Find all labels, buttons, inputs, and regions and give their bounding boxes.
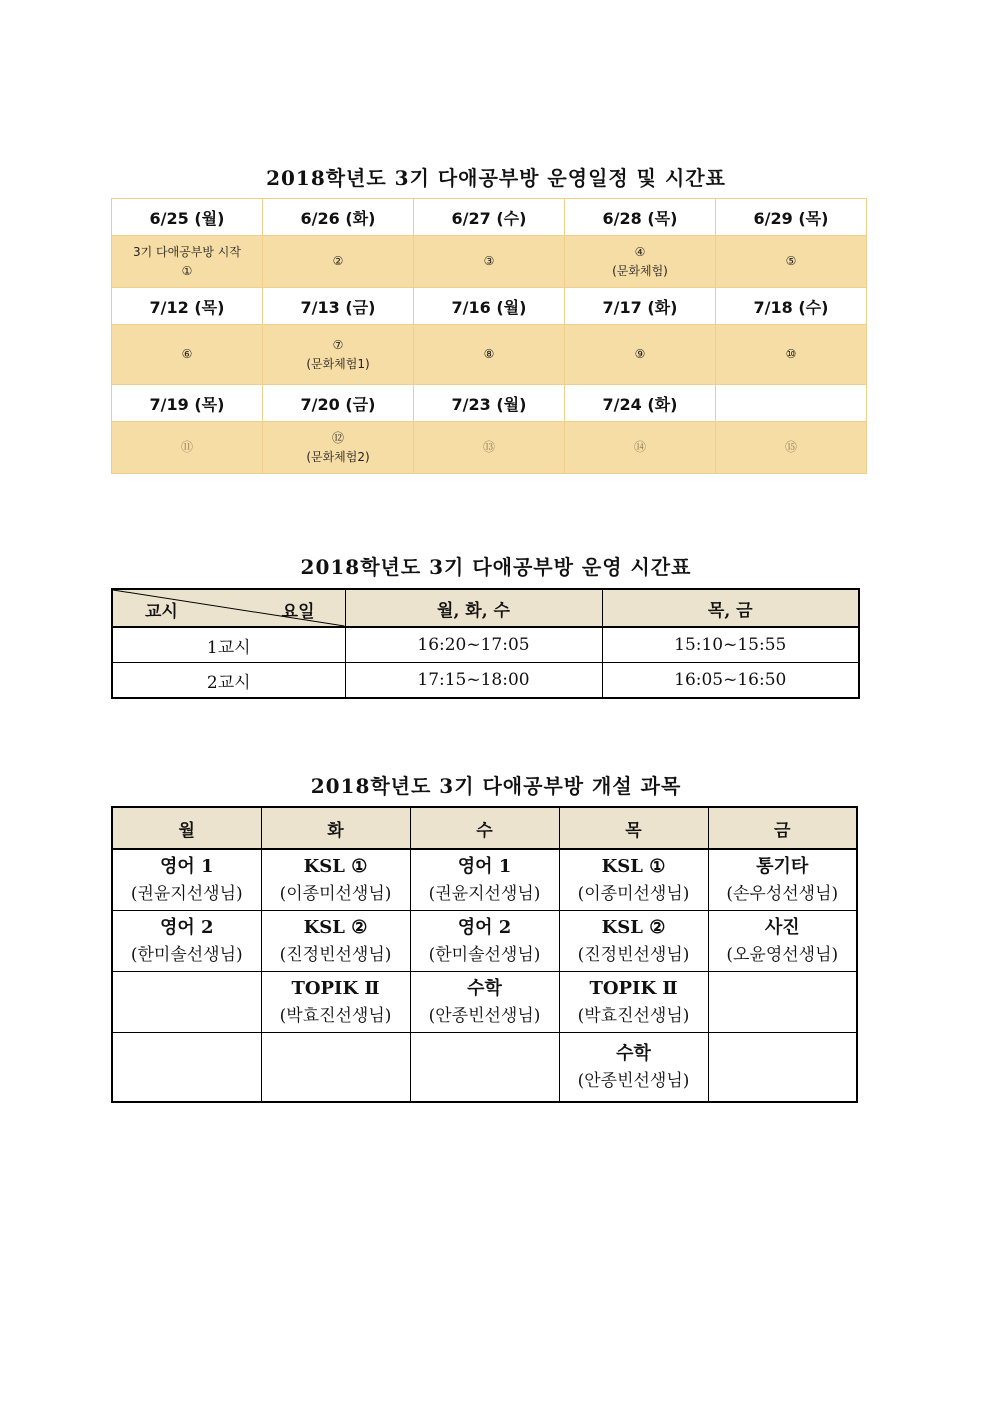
schedule-session: 3기 다애공부방 시작 ① [112,236,263,288]
schedule-date: 6/26 (화) [263,199,414,236]
schedule-date-row [112,288,867,325]
subject-cell: TOPIK Ⅱ (박효진선생님) [559,972,708,1033]
subject-cell: 영어 2 (한미솔선생님) [112,911,261,972]
subject-cell: 수학 (안종빈선생님) [559,1033,708,1103]
subject-cell: 영어 2 (한미솔선생님) [410,911,559,972]
schedule-session: ⑤ [716,236,867,288]
hours-period: 1교시 [112,627,345,663]
schedule-date: 7/18 (수) [716,288,867,325]
schedule-session: ⑧ [414,325,565,385]
hours-time: 16:20~17:05 [345,627,602,663]
subject-cell: 영어 1 (권윤지선생님) [112,849,261,911]
schedule-session: ⑮ [716,422,867,474]
day-header: 목 [559,807,708,849]
subjects-header-row [112,807,857,849]
subject-cell [410,1033,559,1103]
schedule-date [716,385,867,422]
subject-cell: TOPIK Ⅱ (박효진선생님) [261,972,410,1033]
subject-cell [261,1033,410,1103]
schedule-session: ⑥ [112,325,263,385]
subject-cell: KSL ① (이종미선생님) [261,849,410,911]
schedule-session: ③ [414,236,565,288]
schedule-session: ② [263,236,414,288]
hours-row [112,627,859,663]
subject-cell: 수학 (안종빈선생님) [410,972,559,1033]
hours-corner-period-label: 교시 [145,602,178,622]
hours-time: 16:05~16:50 [602,663,859,699]
schedule-session-row [112,422,867,474]
schedule-date: 7/12 (목) [112,288,263,325]
subjects-row [112,911,857,972]
subject-cell: KSL ② (진정빈선생님) [261,911,410,972]
day-header: 월 [112,807,261,849]
schedule-date: 7/23 (월) [414,385,565,422]
schedule-session: ⑭ [565,422,716,474]
hours-column-header: 월, 화, 수 [345,589,602,627]
schedule-date: 6/25 (월) [112,199,263,236]
schedule-session: ⑫ (문화체험2) [263,422,414,474]
subject-cell [112,972,261,1033]
subjects-table [111,806,858,1103]
schedule-date: 6/28 (목) [565,199,716,236]
hours-header-row [112,589,859,627]
subject-cell [112,1033,261,1103]
schedule-date: 7/19 (목) [112,385,263,422]
hours-title: 2018학년도 3기 다애공부방 운영 시간표 [300,555,692,579]
schedule-date-row [112,385,867,422]
schedule-date: 7/13 (금) [263,288,414,325]
schedule-session: ④ (문화체험) [565,236,716,288]
subject-cell [708,972,857,1033]
day-header: 금 [708,807,857,849]
subject-cell: 사진 (오윤영선생님) [708,911,857,972]
subject-cell [708,1033,857,1103]
schedule-date: 7/20 (금) [263,385,414,422]
schedule-table [111,198,867,474]
subject-cell: 영어 1 (권윤지선생님) [410,849,559,911]
hours-period: 2교시 [112,663,345,699]
hours-corner-cell [112,589,345,627]
schedule-date: 7/16 (월) [414,288,565,325]
schedule-date-row [112,199,867,236]
subjects-row [112,972,857,1033]
schedule-date: 6/27 (수) [414,199,565,236]
hours-time: 15:10~15:55 [602,627,859,663]
schedule-session: ⑩ [716,325,867,385]
schedule-session: ⑬ [414,422,565,474]
schedule-session-row [112,236,867,288]
schedule-session-row [112,325,867,385]
hours-corner-day-label: 요일 [281,602,315,622]
schedule-session: ⑨ [565,325,716,385]
subject-cell: KSL ① (이종미선생님) [559,849,708,911]
hours-time: 17:15~18:00 [345,663,602,699]
subjects-title: 2018학년도 3기 다애공부방 개설 과목 [310,774,682,798]
subjects-row [112,1033,857,1103]
hours-table [111,588,860,699]
subject-cell: 통기타 (손우성선생님) [708,849,857,911]
schedule-session: ⑪ [112,422,263,474]
schedule-session: ⑦ (문화체험1) [263,325,414,385]
hours-column-header: 목, 금 [602,589,859,627]
subject-cell: KSL ② (진정빈선생님) [559,911,708,972]
day-header: 화 [261,807,410,849]
schedule-title: 2018학년도 3기 다애공부방 운영일정 및 시간표 [266,166,726,190]
day-header: 수 [410,807,559,849]
hours-row [112,663,859,699]
schedule-date: 7/17 (화) [565,288,716,325]
schedule-date: 7/24 (화) [565,385,716,422]
subjects-row [112,849,857,911]
schedule-date: 6/29 (목) [716,199,867,236]
